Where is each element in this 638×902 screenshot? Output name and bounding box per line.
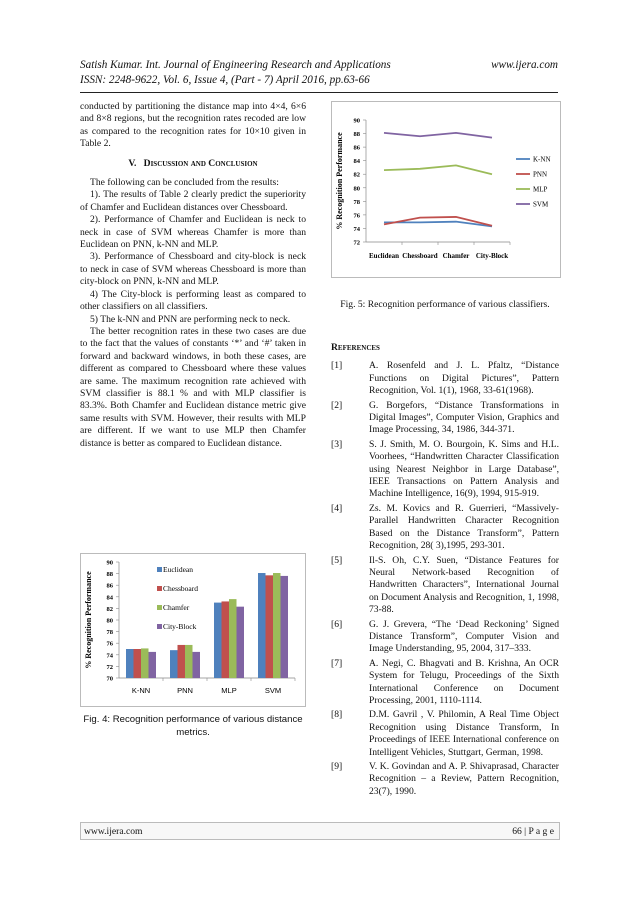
y-axis-title: % Recognition Performance — [335, 132, 344, 230]
y-tick-label: 90 — [106, 559, 113, 567]
x-tick-label: PNN — [177, 686, 193, 695]
bar — [237, 607, 245, 678]
y-tick-label: 90 — [353, 117, 360, 125]
header-rule — [80, 92, 558, 93]
footer-website: www.ijera.com — [84, 826, 143, 837]
y-tick-label: 88 — [106, 571, 113, 579]
section-title: Discussion and Conclusion — [143, 157, 258, 169]
bar — [126, 649, 134, 678]
bar — [134, 649, 142, 678]
section-heading — [80, 158, 306, 170]
y-tick-label: 76 — [353, 212, 360, 220]
legend-label: City-Block — [163, 622, 197, 631]
y-tick-label: 70 — [106, 675, 113, 683]
fig4-caption-text: 4: Recognition performance of various distance metrics. — [99, 714, 303, 738]
x-tick-label: K-NN — [131, 686, 151, 695]
reference-number: [4] — [331, 502, 343, 514]
reference-number: [3] — [331, 438, 343, 450]
page-number: 66 | P a g e — [512, 826, 554, 837]
bar — [229, 599, 237, 678]
bar — [258, 573, 266, 678]
bar — [149, 652, 157, 678]
reference-text: A. Negi, C. Bhagvati and B. Krishna, An OCR System for Telugu, Proceedings of the Sixth International Conference on Document Processing, 2001, 1110-1114. — [369, 657, 559, 706]
bar — [214, 603, 222, 678]
x-tick-label: Chessboard — [402, 252, 438, 260]
intro-paragraph: conducted by partitioning the distance map into 4×4, 6×6 and 8×8 regions, but the recognition rates recoded are low as compared to the recognition rates for 10×10 given in Table 2. — [80, 101, 306, 150]
y-tick-label: 82 — [353, 171, 360, 179]
legend-swatch — [157, 586, 162, 591]
bar — [141, 648, 149, 678]
reference-text: A. Rosenfeld and J. L. Pfaltz, “Distance Functions on Digital Pictures”, Pattern Recognition, Vol. 1(1), 1968, 33-61(1968). — [369, 360, 559, 397]
series-line — [384, 133, 492, 138]
y-tick-label: 88 — [353, 131, 360, 139]
reference-item — [331, 709, 559, 759]
reference-item — [331, 439, 559, 501]
reference-number: [9] — [331, 761, 343, 772]
legend-label: Chessboard — [163, 584, 198, 593]
bar — [266, 575, 274, 678]
reference-item — [331, 619, 559, 656]
body-paragraph: The better recognition rates in these two cases are due to the fact that the values of constants ‘*’ and ‘#’ taken in forward and backward windows, in both these cases, are different as compared to Chessboard where these values are same. The maximum recognition rate achieved with SVM classifier is 88.1 % and with MLP classifier is 83.3%. Both Chamfer and Euclidean distance metric give same results with SVM. However, their results with MLP are different. If we want to use MLP then Chamfer distance is better as compared to Euclidean distance. — [80, 325, 306, 449]
reference-text: G. J. Grevera, “The ‘Dead Reckoning’ Signed Distance Transform”, Computer Vision and Image Understanding, 95, 2004, 317–333. — [369, 618, 559, 655]
reference-text: Zs. M. Kovics and R. Guerrieri, “Massively-Parallel Handwritten Character Recognition Based on the Distance Transform”, Pattern Recognition, 28( 3),1995, 293-301. — [369, 502, 559, 552]
reference-item — [331, 555, 559, 617]
fig5-chart-frame — [331, 101, 561, 278]
reference-number: [5] — [331, 554, 343, 566]
legend-swatch — [157, 567, 162, 572]
y-tick-label: 76 — [106, 640, 113, 648]
line-chart — [332, 102, 560, 277]
body-paragraph: The following can be concluded from the results: — [90, 177, 279, 189]
legend-label: K-NN — [533, 155, 551, 164]
series-line — [384, 165, 492, 174]
bar — [273, 573, 281, 678]
reference-item — [331, 360, 559, 397]
y-tick-label: 80 — [353, 185, 360, 193]
footer — [80, 826, 558, 840]
reference-list — [331, 360, 559, 798]
y-axis-title: % Recognition Performance — [84, 571, 93, 669]
y-tick-label: 84 — [353, 158, 360, 166]
reference-number: [2] — [331, 399, 343, 411]
y-tick-label: 72 — [106, 663, 113, 671]
y-tick-label: 74 — [353, 225, 360, 233]
y-tick-label: 84 — [106, 594, 113, 602]
bar — [193, 652, 201, 678]
x-tick-label: Chamfer — [442, 252, 470, 260]
bar — [170, 650, 178, 678]
reference-item — [331, 503, 559, 553]
left-column — [80, 101, 306, 450]
body-paragraph: 2). Performance of Chamfer and Euclidean is neck to neck in case of SVM whereas Chamfer is more than Euclidean on PNN, k-NN and MLP. — [80, 214, 306, 251]
legend-swatch — [157, 624, 162, 629]
reference-text: Il-S. Oh, C.Y. Suen, “Distance Features for Neural Network-based Recognition of Handwritten Characters”, International Journal on Document Analysis and Recognition, 1, 1998, 73-88. — [369, 554, 559, 616]
legend-swatch — [157, 605, 162, 610]
references-section — [331, 342, 559, 800]
x-tick-label: Euclidean — [369, 252, 399, 260]
reference-number: [7] — [331, 657, 343, 669]
legend-label: SVM — [533, 200, 549, 209]
fig4-chart-frame — [80, 553, 306, 707]
references-heading: References — [331, 342, 380, 353]
reference-item — [331, 761, 559, 798]
x-tick-label: City-Block — [475, 252, 509, 260]
reference-text: V. K. Govindan and A. P. Shivaprasad, Character Recognition – a Review, Pattern Recognition, 23(7), 1990. — [369, 761, 559, 797]
legend-label: MLP — [533, 185, 548, 194]
reference-item — [331, 400, 559, 437]
body-paragraph: 5) The k-NN and PNN are performing neck to neck. — [90, 313, 291, 325]
fig5-caption: Fig. 5: Recognition performance of various classifiers. — [340, 299, 550, 310]
legend-label: PNN — [533, 170, 548, 179]
y-tick-label: 74 — [106, 652, 113, 660]
reference-text: D.M. Gavril , V. Philomin, A Real Time Object Recognition using Distance Transform, In Proceedings of IEEE International conference on Intelligent Vehicles, Stuttgart, German, 1998. — [369, 709, 559, 758]
bar — [222, 601, 230, 678]
legend-label: Chamfer — [163, 603, 190, 612]
x-tick-label: SVM — [264, 686, 282, 695]
header-website: www.ijera.com — [491, 59, 558, 71]
reference-number: [8] — [331, 709, 343, 721]
body-paragraph: 4) The City-block is performing least as compared to other classifiers on all classifiers. — [80, 288, 306, 313]
fig4-label: Fig. — [83, 714, 100, 725]
y-tick-label: 82 — [106, 605, 113, 613]
legend-label: Euclidean — [163, 565, 193, 574]
y-tick-label: 86 — [106, 582, 113, 590]
section-number: V. — [128, 157, 137, 169]
bar — [185, 645, 193, 678]
x-tick-label: MLP — [221, 686, 237, 695]
reference-number: [1] — [331, 360, 343, 372]
reference-text: S. J. Smith, M. O. Bourgoin, K. Sims and H.L. Voorhees, “Handwritten Character Classification using Nearest Neighbor in Large Database”, IEEE Transactions on Pattern Analysis and Machine Intelligence, 16(9), 1994, 915-919. — [369, 438, 559, 500]
body-paragraph: 1). The results of Table 2 clearly predict the superiority of Chamfer and Euclidean distances over Chessboard. — [80, 189, 306, 213]
reference-number: [6] — [331, 618, 343, 630]
fig4-caption — [80, 713, 306, 739]
header-journal: Satish Kumar. Int. Journal of Engineering Research and Applications — [80, 59, 391, 71]
bar-chart — [81, 554, 305, 706]
bar — [178, 645, 186, 678]
y-tick-label: 80 — [106, 617, 113, 625]
y-tick-label: 78 — [106, 629, 113, 637]
running-header — [80, 58, 558, 88]
reference-item — [331, 658, 559, 708]
header-issn: ISSN: 2248-9622, Vol. 6, Issue 4, (Part - 7) April 2016, pp.63-66 — [80, 74, 370, 86]
y-tick-label: 86 — [353, 144, 360, 152]
reference-text: G. Borgefors, “Distance Transformations in Digital Images”, Computer Vision, Graphics and Image Processing, 34, 1986, 344-371. — [369, 399, 559, 436]
y-tick-label: 72 — [353, 239, 360, 247]
bar — [281, 576, 289, 678]
body-paragraph: 3). Performance of Chessboard and city-block is neck to neck in case of SVM whereas Chessboard is more than city-block on PNN, k-NN and MLP. — [80, 251, 306, 288]
y-tick-label: 78 — [353, 198, 360, 206]
